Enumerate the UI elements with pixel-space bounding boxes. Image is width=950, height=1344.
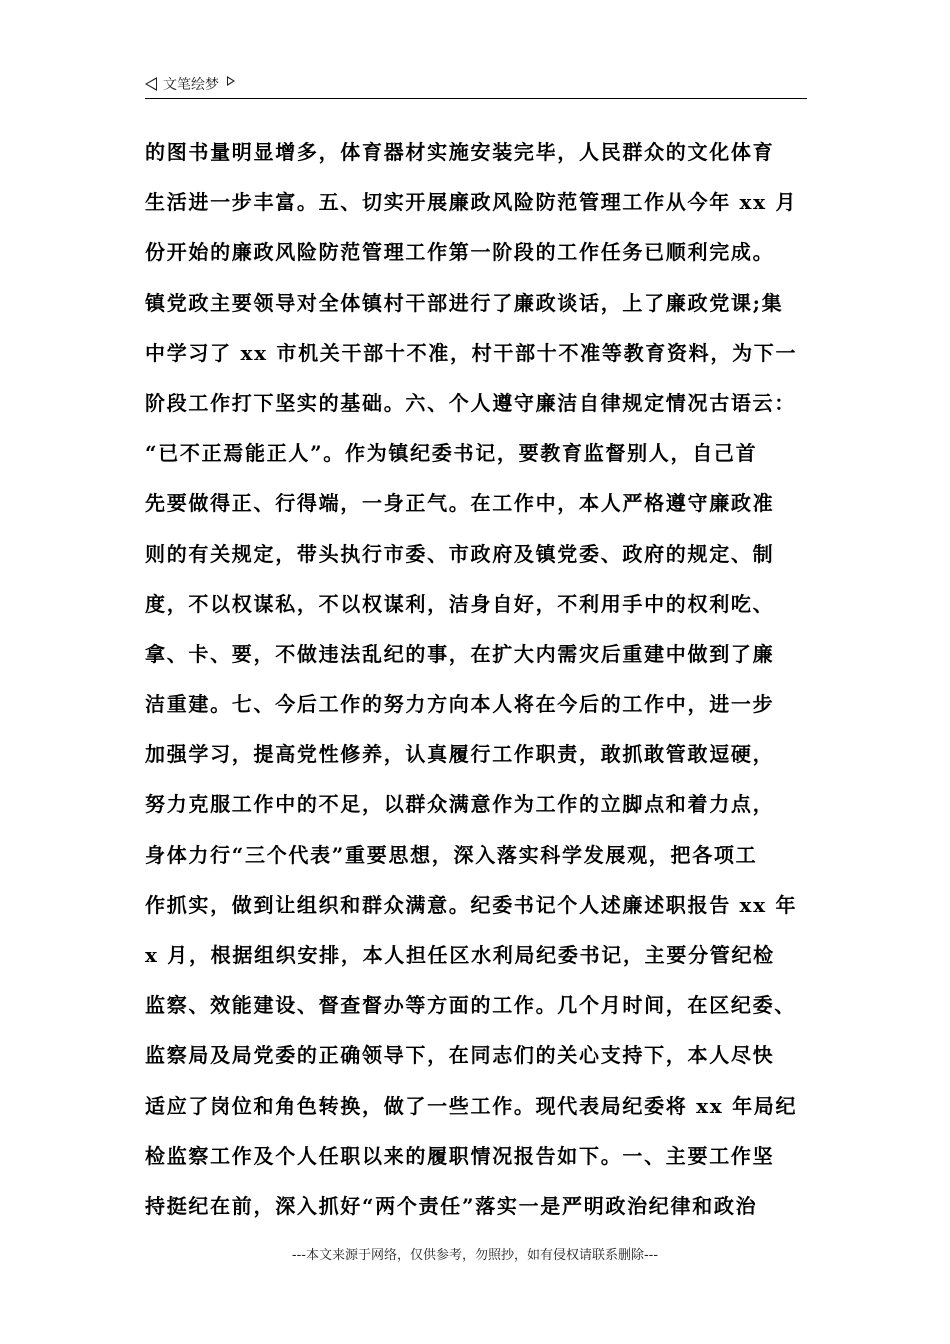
text-line: 度，不以权谋私，不以权谋利，洁身自好，不利用手中的权利吃、: [145, 591, 775, 616]
text-line: 生活进一步丰富。五、切实开展廉政风险防范管理工作从今年 xx 月: [145, 190, 798, 215]
text-line: 加强学习，提高党性修养，认真履行工作职责，敢抓敢管敢逗硬，: [145, 742, 775, 767]
text-line: 检监察工作及个人任职以来的履职情况报告如下。一、主要工作坚: [145, 1143, 775, 1168]
text-line: 份开始的廉政风险防范管理工作第一阶段的工作任务已顺利完成。: [145, 240, 775, 265]
text-line: 监察局及局党委的正确领导下，在同志们的关心支持下，本人尽快: [145, 1043, 775, 1068]
text-line: x 月，根据组织安排，本人担任区水利局纪委书记，主要分管纪检: [145, 943, 775, 967]
text-line: 阶段工作打下坚实的基础。六、个人遵守廉洁自律规定情况古语云：: [145, 390, 796, 415]
text-line: 持挺纪在前，深入抓好“两个责任”落实一是严明政治纪律和政治: [145, 1193, 758, 1218]
text-line: 拿、卡、要，不做违法乱纪的事，在扩大内需灾后重建中做到了廉: [145, 641, 775, 666]
text-line: 镇党政主要领导对全体镇村干部进行了廉政谈话，上了廉政党课;集: [145, 290, 784, 315]
text-line: 身体力行“三个代表”重要思想，深入落实科学发展观，把各项工: [145, 842, 758, 867]
page-footer: ---本文来源于网络，仅供参考，勿照抄，如有侵权请联系删除---: [291, 1248, 659, 1263]
triangle-right-icon: [227, 76, 235, 86]
text-line: 作抓实，做到让组织和群众满意。纪委书记个人述廉述职报告 xx 年: [145, 892, 798, 917]
text-line: 中学习了 xx 市机关干部十不准，村干部十不准等教育资料，为下一: [145, 340, 798, 365]
page-header: [145, 72, 807, 99]
document-body: [145, 130, 825, 1234]
text-line: 的图书量明显增多，体育器材实施安装完毕，人民群众的文化体育: [145, 140, 775, 164]
text-line: “已不正焉能正人”。作为镇纪委书记，要教育监督别人，自己首: [145, 441, 758, 466]
text-line: 适应了岗位和角色转换，做了一些工作。现代表局纪委将 xx 年局纪: [145, 1093, 798, 1118]
triangle-left-icon: [145, 77, 157, 91]
header-brand: [145, 74, 235, 94]
text-line: 监察、效能建设、督查督办等方面的工作。几个月时间，在区纪委、: [145, 993, 796, 1018]
text-line: 先要做得正、行得端，一身正气。在工作中，本人严格遵守廉政准: [145, 491, 775, 516]
header-title: 文笔绘梦: [163, 77, 219, 93]
text-line: 努力克服工作中的不足，以群众满意作为工作的立脚点和着力点，: [145, 792, 775, 817]
text-line: 洁重建。七、今后工作的努力方向本人将在今后的工作中，进一步: [145, 692, 775, 717]
text-line: 则的有关规定，带头执行市委、市政府及镇党委、政府的规定、制: [145, 541, 775, 566]
